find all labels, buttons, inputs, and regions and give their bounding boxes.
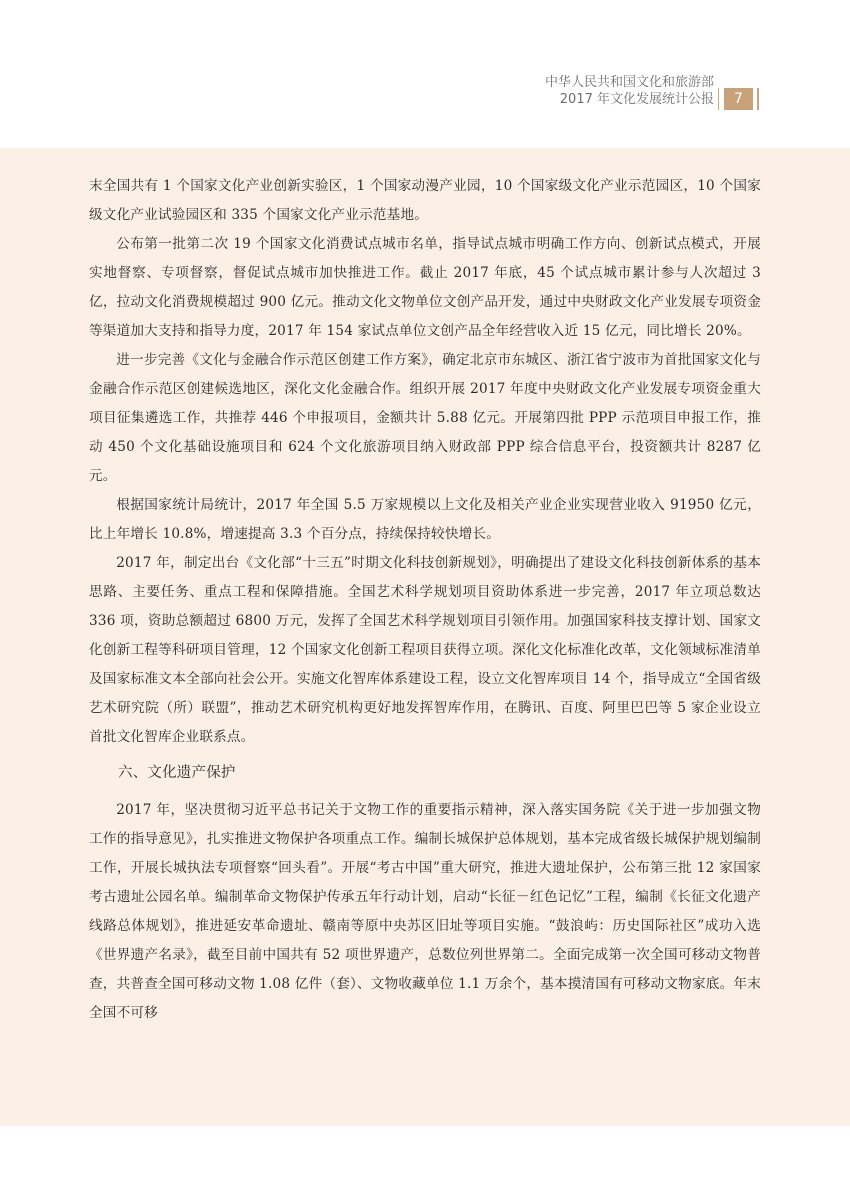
header-title <box>545 74 714 108</box>
paragraph: 2017 年，坚决贯彻习近平总书记关于文物工作的重要指示精神，深入落实国务院《关于进一步加强文物工作的指导意见》，扎实推进文物保护各项重点工作。编制长城保护总体规划，基本完成省级长城保护规划编制工作，开展长城执法专项督察“回头看”。开展“考古中国”重大研究，推进大遗址保护，公布第三批 12 家国家考古遗址公园名单。编制革命文物保护传承五年行动计划，启动“长征－红色记忆”工程，编制《长征文化遗产线路总体规划》，推进延安革命遗址、赣南等原中央苏区旧址等项目实施。“鼓浪屿：历史国际社区”成功入选《世界遗产名录》，截至目前中国共有 52 项世界遗产，总数位列世界第二。全面完成第一次全国可移动文物普查，共普查全国可移动文物 1.08 亿件（套）、文物收藏单位 1.1 万余个，基本摸清国有可移动文物家底。年末全国不可移 <box>89 802 761 1021</box>
header-report-title: 2017 年文化发展统计公报 <box>559 92 714 107</box>
document-body <box>89 172 761 1028</box>
page-header <box>0 0 850 148</box>
header-ministry: 中华人民共和国文化和旅游部 <box>544 75 714 90</box>
header-divider <box>718 88 719 110</box>
paragraph: 进一步完善《文化与金融合作示范区创建工作方案》，确定北京市东城区、浙江省宁波市为首批国家文化与金融合作示范区创建候选地区，深化文化金融合作。组织开展 2017 年度中央财政文化产业发展专项资金重大项目征集遴选工作，共推荐 446 个申报项目，金额共计 5.88 亿元。开展第四批 PPP 示范项目申报工作，推动 450 个文化基础设施项目和 624 个文化旅游项目纳入财政部 PPP 综合信息平台，投资额共计 8287 亿元。 <box>89 352 761 484</box>
paragraph: 2017 年，制定出台《文化部“十三五”时期文化科技创新规划》，明确提出了建设文化科技创新体系的基本思路、主要任务、重点工程和保障措施。全国艺术科学规划项目资助体系进一步完善，2017 年立项总数达 336 项，资助总额超过 6800 万元，发挥了全国艺术科学规划项目引领作用。加强国家科技支撑计划、国家文化创新工程等科研项目管理，12 个国家文化创新工程项目获得立项。深化文化标准化改革，文化领域标准清单及国家标准文本全部向社会公开。实施文化智库体系建设工程，设立文化智库项目 14 个，指导成立“全国省级艺术研究院（所）联盟”，推动艺术研究机构更好地发挥智库作用，在腾讯、百度、阿里巴巴等 5 家企业设立首批文化智库企业联系点。 <box>89 555 761 745</box>
paragraph: 公布第一批第二次 19 个国家文化消费试点城市名单，指导试点城市明确工作方向、创新试点模式，开展实地督察、专项督察，督促试点城市加快推进工作。截止 2017 年底，45 个试点城市累计参与人次超过 3 亿，拉动文化消费规模超过 900 亿元。推动文化文物单位文创产品开发，通过中央财政文化产业发展专项资金等渠道加大支持和指导力度，2017 年 154 家试点单位文创产品全年经营收入近 15 亿元，同比增长 20%。 <box>89 236 761 339</box>
page-number: 7 <box>724 88 753 110</box>
paragraph: 根据国家统计局统计，2017 年全国 5.5 万家规模以上文化及相关产业企业实现营业收入 91950 亿元，比上年增长 10.8%，增速提高 3.3 个百分点，持续保持较快增长。 <box>89 497 761 542</box>
page-number-rule <box>757 88 759 110</box>
paragraph: 末全国共有 1 个国家文化产业创新实验区，1 个国家动漫产业园，10 个国家级文化产业示范园区，10 个国家级文化产业试验园区和 335 个国家文化产业示范基地。 <box>89 178 761 223</box>
section-heading: 六、文化遗产保护 <box>118 765 236 781</box>
